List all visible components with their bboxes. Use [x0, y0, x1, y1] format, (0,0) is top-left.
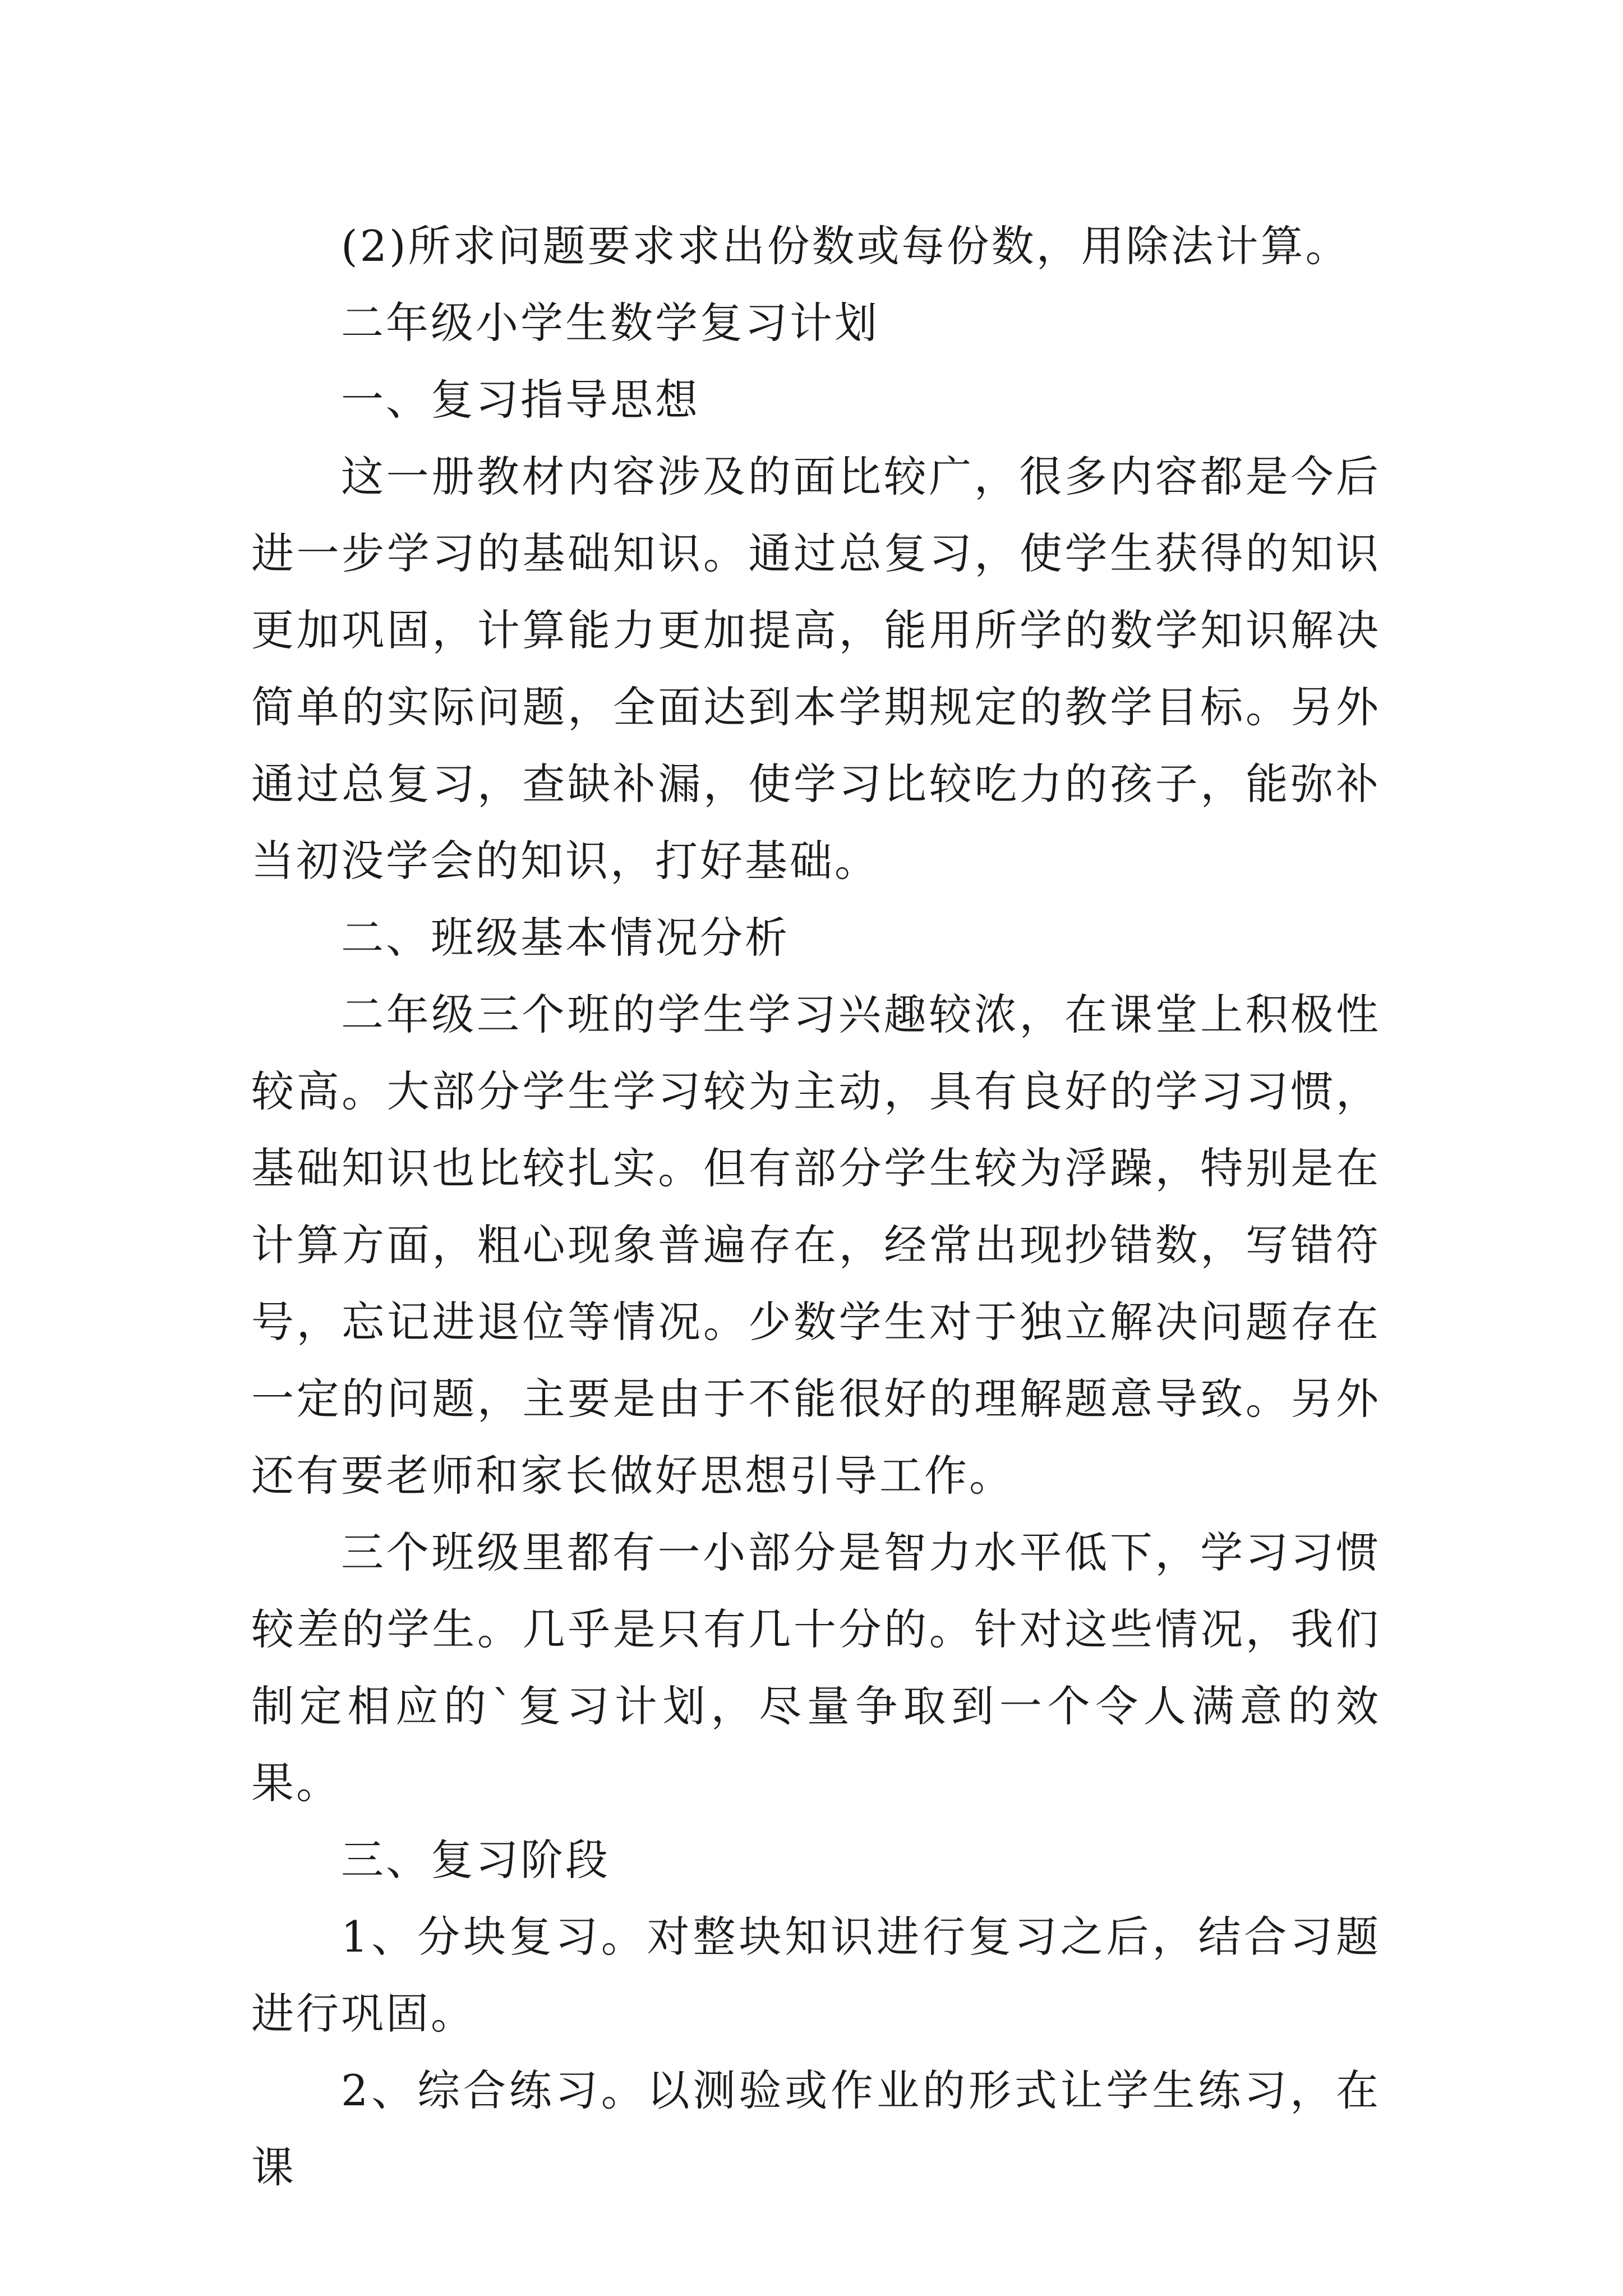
- paragraph-guiding-thought: 这一册教材内容涉及的面比较广，很多内容都是今后进一步学习的基础知识。通过总复习，使学生获得的知识更加巩固，计算能力更加提高，能用所学的数学知识解决简单的实际问题，全面达到本学期规定的教学目标。另外通过总复习，查缺补漏，使学习比较吃力的孩子，能弥补当初没学会的知识，打好基础。: [251, 452, 1381, 886]
- heading-review-stages: 三、复习阶段: [341, 1835, 610, 1885]
- paragraph-plan-title: 二年级小学生数学复习计划: [341, 298, 879, 348]
- heading-guiding-thought: 一、复习指导思想: [341, 375, 700, 425]
- paragraph-stage-two: 2、综合练习。以测验或作业的形式让学生练习，在课: [251, 2065, 1381, 2192]
- paragraph-class-analysis: 二年级三个班的学生学习兴趣较浓，在课堂上积极性较高。大部分学生学习较为主动，具有良好的学习习惯，基础知识也比较扎实。但有部分学生较为浮躁，特别是在计算方面，粗心现象普遍存在，经常出现抄错数，写错符号，忘记进退位等情况。少数学生对于独立解决问题存在一定的问题，主要是由于不能很好的理解题意导致。另外还有要老师和家长做好思想引导工作。: [251, 990, 1381, 1501]
- paragraph-division-rule: (2)所求问题要求求出份数或每份数，用除法计算。: [341, 221, 1350, 271]
- paragraph-stage-one: 1、分块复习。对整块知识进行复习之后，结合习题进行巩固。: [251, 1912, 1381, 2039]
- paragraph-weak-students: 三个班级里都有一小部分是智力水平低下，学习习惯较差的学生。几乎是只有几十分的。针对这些情况，我们制定相应的`复习计划，尽量争取到一个令人满意的效果。: [251, 1527, 1381, 1808]
- document-body: [251, 208, 1381, 2206]
- heading-class-analysis: 二、班级基本情况分析: [341, 913, 790, 963]
